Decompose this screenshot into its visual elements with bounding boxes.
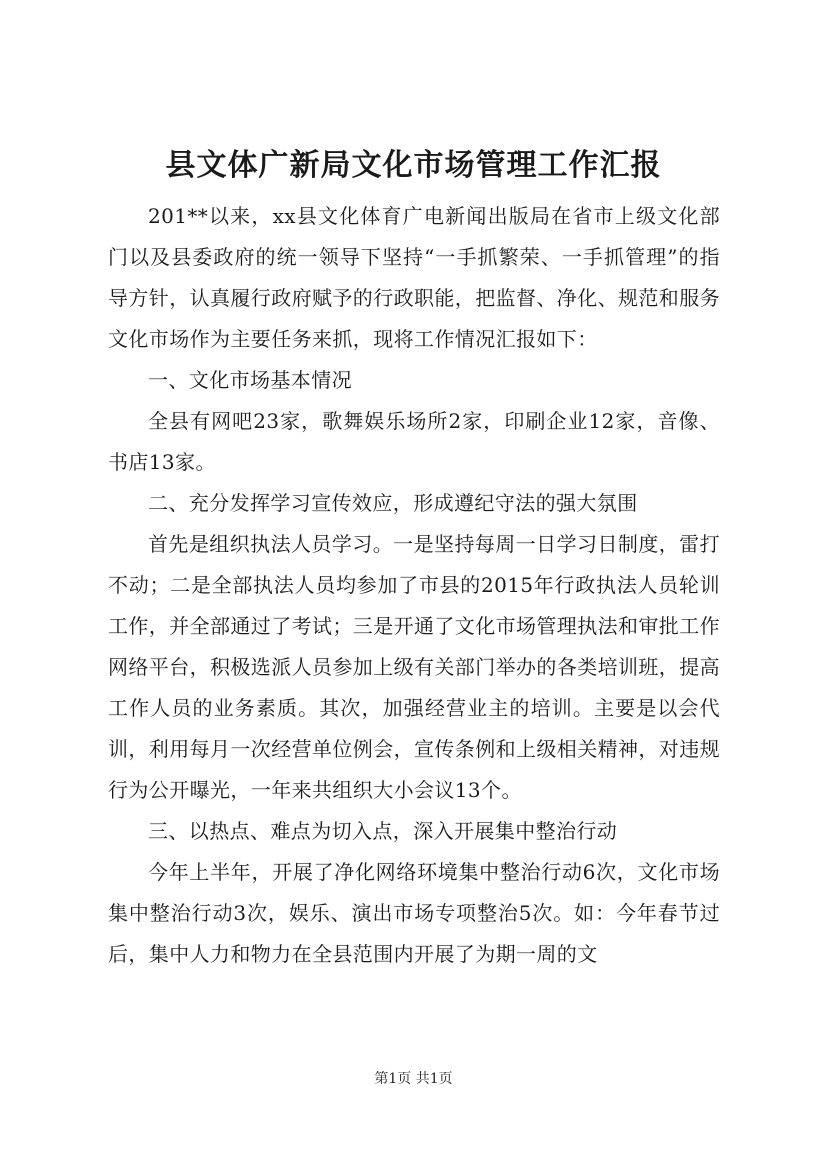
section-2-paragraph: 首先是组织执法人员学习。一是坚持每周一日学习日制度，雷打不动；二是全部执法人员均参加了市县的2015年行政执法人员轮训工作，并全部通过了考试；三是开通了文化市场管理执法和审批工作网络平台，积极选派人员参加上级有关部门举办的各类培训班，提高工作人员的业务素质。其次，加强经营业主的培训。主要是以会代训，利用每月一次经营单位例会，宣传条例和上级相关精神，对违规行为公开曝光，一年来共组织大小会议13个。	[108, 532, 720, 802]
section-1-paragraph: 全县有网吧23家，歌舞娱乐场所2家，印刷企业12家，音像、书店13家。	[108, 409, 720, 474]
intro-paragraph: 201**以来，xx县文化体育广电新闻出版局在省市上级文化部门以及县委政府的统一领导下坚持“一手抓繁荣、一手抓管理”的指导方针，认真履行政府赋予的行政职能，把监督、净化、规范和服务文化市场作为主要任务来抓，现将工作情况汇报如下：	[108, 204, 720, 351]
document-body	[108, 196, 720, 975]
section-heading-1: 一、文化市场基本情况	[148, 368, 352, 392]
document-title: 县文体广新局文化市场管理工作汇报	[165, 148, 662, 183]
section-heading-2: 二、充分发挥学习宣传效应，形成遵纪守法的强大氛围	[148, 491, 638, 515]
section-3-paragraph: 今年上半年，开展了净化网络环境集中整治行动6次，文化市场集中整治行动3次，娱乐、演出市场专项整治5次。如：今年春节过后，集中人力和物力在全县范围内开展了为期一周的文	[108, 860, 720, 966]
section-heading-3: 三、以热点、难点为切入点，深入开展集中整治行动	[148, 819, 618, 843]
page-footer: 第1页 共1页	[374, 1071, 453, 1087]
